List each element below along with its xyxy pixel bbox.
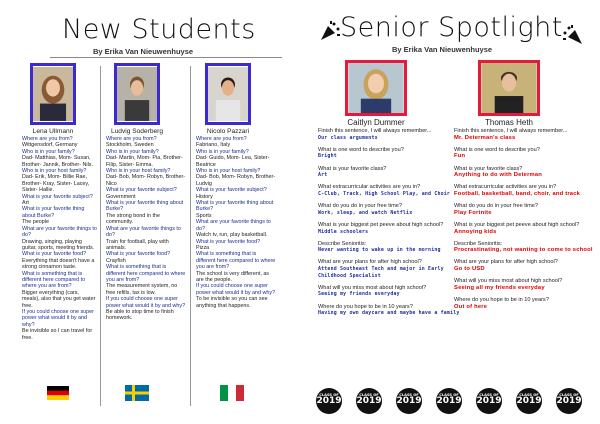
question: Who is in your family? bbox=[106, 148, 159, 155]
question: Who is in your host family? bbox=[106, 168, 171, 175]
question: What are your favorite things to do? bbox=[22, 225, 97, 239]
question: What will you miss most about high school? bbox=[454, 278, 563, 285]
thomas-photo bbox=[478, 60, 540, 116]
question: Who is in your family? bbox=[196, 148, 249, 155]
question: Where are you from? bbox=[196, 136, 247, 142]
lena-qa bbox=[22, 136, 98, 341]
answer: Bright bbox=[318, 153, 337, 160]
answer: Train for football, play with animals. bbox=[106, 238, 169, 251]
question: Finish this sentence, I will always remember... bbox=[318, 128, 432, 134]
question: What is your favorite food? bbox=[22, 251, 87, 258]
question: What is your biggest pet peeve about high school? bbox=[454, 221, 580, 228]
answer: Our class arguments bbox=[318, 134, 378, 141]
question: If you could choose one super power what would it by and why? bbox=[196, 283, 276, 296]
answer: Be invisible so I can travel for free. bbox=[22, 328, 93, 341]
question: What extracurricular activities are you in? bbox=[318, 184, 421, 191]
caitlyn-qa bbox=[318, 128, 468, 322]
answer: Everything that doesn't have a strong cinnamon taste. bbox=[22, 257, 95, 271]
germany-flag-icon bbox=[47, 386, 69, 400]
answer: Having my own daycare and maybe have a family bbox=[318, 310, 460, 317]
answer: The school is very different, as are the people. bbox=[196, 270, 270, 283]
nicolo-name: Nicolo Pazzari bbox=[206, 128, 250, 135]
answer: Work, sleep, and watch Netflix bbox=[318, 209, 413, 216]
answer: Dad- Bob, Mom- Robyn, Brother- Nico bbox=[106, 174, 186, 187]
question: Where do you hope to be in 10 years? bbox=[318, 303, 413, 310]
answer: Football, basketball, band, choir, and track bbox=[454, 190, 581, 197]
question: Describe Senioritis: bbox=[454, 240, 503, 247]
class-of-2019-badge: CLASS OF 2019 bbox=[316, 388, 342, 414]
class-of-2019-badge: CLASS OF 2019 bbox=[436, 388, 462, 414]
answer: Mr. Determan's class bbox=[454, 134, 516, 141]
class-of-2019-badge: CLASS OF 2019 bbox=[516, 388, 542, 414]
answer: Seeing my friends everyday bbox=[318, 291, 400, 298]
question: Who is in your family? bbox=[22, 148, 75, 155]
question: If you could choose one super power what would it by and why? bbox=[22, 308, 94, 328]
ludvig-photo bbox=[114, 63, 160, 125]
class-of-2019-badge: CLASS OF 2019 bbox=[476, 388, 502, 414]
answer: Go to USD bbox=[454, 266, 485, 273]
class-of-2019-badge: CLASS OF 2019 bbox=[356, 388, 382, 414]
question: Who is in your host family? bbox=[22, 168, 87, 175]
answer: History bbox=[196, 193, 213, 200]
question: What are your favorite things to do? bbox=[196, 219, 271, 232]
column-divider bbox=[100, 66, 101, 406]
left-rule bbox=[50, 57, 282, 58]
question: What do you do in your free time? bbox=[454, 203, 538, 210]
party-popper-icon bbox=[562, 24, 584, 46]
sweden-flag-icon bbox=[125, 385, 149, 401]
question: Who is in your host family? bbox=[196, 168, 261, 175]
question: What is your favorite subject? bbox=[106, 187, 177, 194]
question: Finish this sentence, I will always remember... bbox=[454, 128, 568, 134]
question: What are your plans for after high school? bbox=[318, 259, 422, 266]
question: What extracurricular activities are you in? bbox=[454, 184, 557, 191]
answer: Dad- Bob, Mom- Robyn, Brother- Ludvig bbox=[196, 174, 276, 187]
answer: Pizza bbox=[196, 244, 210, 251]
column-divider bbox=[190, 66, 191, 406]
senior-spotlight-byline: By Erika Van Nieuwenhuyse bbox=[392, 45, 493, 54]
answer: The strong bond in the community. bbox=[106, 212, 160, 226]
answer: Attend Southeast Tech and major in Early Childhood Specialist bbox=[318, 266, 444, 279]
question: What is your favorite food? bbox=[196, 238, 261, 245]
answer: Procrastinating, not wanting to come to school bbox=[454, 247, 593, 254]
nicolo-qa bbox=[196, 136, 276, 309]
answer: Play Fortnite bbox=[454, 209, 492, 216]
question: What is your favorite subject? bbox=[22, 193, 93, 200]
class-of-2019-badge: CLASS OF 2019 bbox=[396, 388, 422, 414]
question: What is your favorite class? bbox=[454, 165, 523, 172]
question: What is something that is different here compared to where you are from? bbox=[196, 251, 276, 271]
answer: Fun bbox=[454, 153, 466, 160]
question: What is one word to describe you? bbox=[318, 146, 404, 153]
question: What is your favorite thing about Burke? bbox=[196, 200, 274, 213]
answer: Government bbox=[106, 193, 136, 200]
answer: Never wanting to wake up in the morning bbox=[318, 247, 441, 254]
answer: Sports bbox=[196, 212, 212, 219]
answer: Art bbox=[318, 172, 328, 179]
question: Describe Senioritis: bbox=[318, 240, 367, 247]
question: What is your favorite subject? bbox=[196, 187, 267, 194]
answer: Anything to do with Determan bbox=[454, 172, 543, 179]
answer: Dad- Martin, Mom- Pia, Brother- Filip, Sister- Emma. bbox=[106, 155, 183, 168]
answer: Annoying kids bbox=[454, 228, 497, 235]
question: Where do you hope to be in 10 years? bbox=[454, 297, 549, 304]
senior-spotlight-title: Senior Spotlight bbox=[340, 12, 563, 43]
lena-name: Lena Ullmann bbox=[32, 128, 74, 135]
thomas-name: Thomas Heth bbox=[484, 118, 534, 127]
answer: C-Club, Track, High School Play, and Choir bbox=[318, 190, 451, 197]
answer: Seeing all my friends everyday bbox=[454, 284, 545, 291]
question: What are your plans for after high school? bbox=[454, 259, 558, 266]
answer: Middle schoolers bbox=[318, 228, 369, 235]
caitlyn-name: Caitlyn Dummer bbox=[347, 118, 405, 127]
answer: Dad- Matthias, Mom- Susan, Brother- Jannik, Brother- Nils. bbox=[22, 155, 93, 168]
question: What is something that is different here compared to where you are from? bbox=[106, 264, 186, 283]
question: What is your favorite thing about Burke? bbox=[106, 200, 184, 213]
question: What is something that is different here compared to where you are from? bbox=[22, 270, 86, 290]
question: Where are you from? bbox=[22, 136, 73, 142]
answer: Drawing, singing, playing guitar, sports, meeting friends. bbox=[22, 238, 95, 251]
party-popper-icon bbox=[319, 20, 341, 42]
question: What is your favorite thing about Burke? bbox=[22, 206, 85, 219]
answer: Be able to stop time to finish homework. bbox=[106, 308, 174, 322]
italy-flag-icon bbox=[220, 385, 244, 401]
question: What is your favorite food? bbox=[106, 251, 171, 258]
question: What are your favorite things to do? bbox=[106, 225, 181, 239]
question: Where are you from? bbox=[106, 136, 157, 142]
question: What is your favorite class? bbox=[318, 165, 387, 172]
ludvig-name: Ludvig Soderberg bbox=[110, 128, 164, 135]
question: What is your biggest pet peeve about high school? bbox=[318, 221, 444, 228]
question: If you could choose one super power what would it by and why? bbox=[106, 296, 186, 309]
caitlyn-photo bbox=[345, 60, 407, 116]
answer: Art bbox=[22, 200, 29, 207]
answer: Watch tv, run, play basketball. bbox=[196, 232, 268, 239]
answer: Out of here bbox=[454, 303, 488, 310]
lena-photo bbox=[30, 63, 76, 125]
answer: Dad- Guido, Mom- Lea, Sister- Beatrice bbox=[196, 155, 270, 168]
question: What do you do in your free time? bbox=[318, 203, 402, 210]
new-students-title: New Students bbox=[62, 14, 256, 45]
answer: Bigger everything (cars, meals), also that you get water free. bbox=[22, 289, 96, 309]
answer: Dad- Erik, Mom- Billie Rae, Brother- Kray, Sister- Lacey, Sister- Hallie. bbox=[22, 174, 90, 194]
question: What is one word to describe you? bbox=[454, 146, 540, 153]
answer: The measurement system, no free refills, tax is low. bbox=[106, 283, 178, 296]
class-of-2019-badge: CLASS OF 2019 bbox=[556, 388, 582, 414]
answer: Stockholm, Sweden bbox=[106, 142, 154, 149]
new-students-byline: By Erika Van Nieuwenhuyse bbox=[93, 47, 194, 56]
question: What will you miss most about high school? bbox=[318, 284, 427, 291]
answer: The people bbox=[22, 219, 49, 226]
answer: Crayfish bbox=[106, 257, 126, 264]
thomas-qa bbox=[454, 128, 594, 316]
ludvig-qa bbox=[106, 136, 186, 322]
nicolo-photo bbox=[205, 63, 251, 125]
answer: To be invisible so you can see anything that happens. bbox=[196, 296, 268, 309]
answer: Wittgensdorf, Germany bbox=[22, 142, 78, 149]
answer: Fabriano, Italy bbox=[196, 142, 231, 149]
